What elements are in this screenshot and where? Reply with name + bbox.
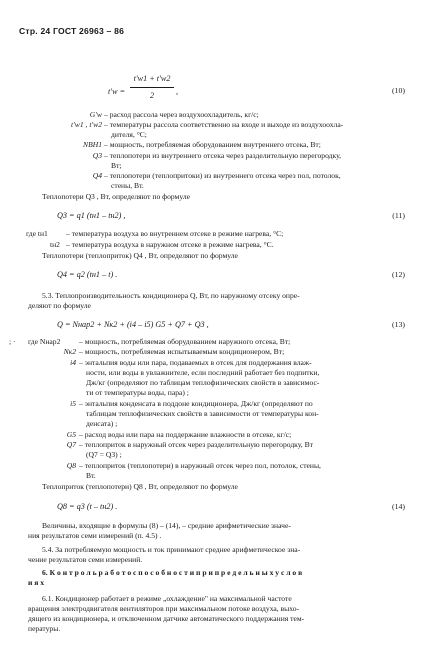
section-5-3-line2: деляют по формуле bbox=[28, 301, 91, 310]
def-symbol: где tн1 bbox=[26, 229, 48, 238]
paragraph-averages-line2: ния результатов семи измерений (п. 4.5) . bbox=[28, 531, 162, 540]
def-text: – энтальпия конденсата в поддоне кондиционера, Дж/кг (определяют по bbox=[79, 399, 313, 408]
equation-14: Q8 = q3 (t – tн2) . bbox=[57, 502, 118, 511]
eq14-number: (14) bbox=[392, 502, 405, 511]
page-header: Стр. 24 ГОСТ 26963 – 86 bbox=[19, 26, 125, 36]
eq13-number: (13) bbox=[392, 320, 405, 329]
def-symbol: Q8 bbox=[66, 461, 76, 470]
def-text: – расход рассола через воздухоохладитель, кг/с; bbox=[104, 110, 259, 119]
paragraph-q8: Теплоприток (теплопотери) Q8 , Вт, определяют по формуле bbox=[42, 482, 238, 491]
def-symbol: где Nнар2 bbox=[28, 337, 61, 346]
def-text: – теплоприток в наружный отсек через разделительную перегородку, Вт bbox=[79, 440, 313, 449]
def-text: ности, или воды в увлажнителе, если последний работает без подпитки, bbox=[86, 368, 320, 377]
def-text: – мощность, потребляемая оборудованием наружного отсека, Вт; bbox=[79, 337, 291, 346]
def-text: – температура воздуха во внутреннем отсеке в режиме нагрева, °С; bbox=[66, 229, 284, 238]
def-symbol: i4 bbox=[70, 358, 76, 367]
section-5-4-line2: чение результатов семи измерений. bbox=[28, 555, 143, 564]
section-5-3-line1: 5.3. Теплопроизводительность кондиционера Q, Вт, по наружному отсеку опре- bbox=[42, 291, 300, 300]
def-text: денсата) ; bbox=[86, 419, 118, 428]
def-text: – расход воды или пара на поддержание влажности в отсеке, кг/с; bbox=[79, 430, 292, 439]
def-symbol: Q7 bbox=[66, 440, 76, 449]
margin-mark: ; · bbox=[9, 337, 16, 346]
equation-13: Q = Nнар2 + Nк2 + (i4 – i5) G5 + Q7 + Q3 , bbox=[57, 320, 209, 329]
fraction-bar bbox=[130, 87, 174, 88]
def-symbol: Q3 bbox=[92, 151, 102, 160]
paragraph-averages-line1: Величины, входящие в формулы (8) – (14), – средние арифметические значе- bbox=[42, 521, 291, 530]
eq12-number: (12) bbox=[392, 270, 405, 279]
def-text: Вт. bbox=[86, 471, 96, 480]
section-6-1-line: 6.1. Кондиционер работает в режиме „охлаждение" на максимальной частоте bbox=[42, 594, 292, 603]
def-text: ти от температуры воды, пара) ; bbox=[86, 388, 189, 397]
def-symbol: i5 bbox=[70, 399, 76, 408]
section-6-1-line: пературы. bbox=[28, 624, 61, 633]
def-text: Дж/кг (определяют по таблицам теплофизических свойств в зависимос- bbox=[86, 378, 320, 387]
def-text: (Q7 = Q3) ; bbox=[86, 450, 122, 459]
paragraph-q4: Теплопотери (теплоприток) Q4 , Вт, определяют по формуле bbox=[42, 251, 238, 260]
section-6-1-line: вращения электродвигателя вентиляторов при максимальном потоке воздуха, выхо- bbox=[28, 604, 300, 613]
def-text: – теплоприток (теплопотери) в наружный отсек через пол, потолок, стены, bbox=[79, 461, 321, 470]
def-text: дителя, °С; bbox=[111, 130, 147, 139]
def-text: – мощность, потребляемая оборудованием внутреннего отсека, Вт; bbox=[104, 140, 321, 149]
eq10-fraction bbox=[130, 74, 174, 104]
section-6-heading-line2: и я х bbox=[28, 578, 45, 587]
def-text: – температуры рассола соответственно на входе и выходе из воздухоохла- bbox=[104, 120, 344, 129]
def-symbol: G′w bbox=[89, 110, 102, 119]
eq10-numerator: t′w1 + t′w2 bbox=[133, 74, 171, 83]
def-text: Вт; bbox=[111, 161, 122, 170]
equation-12: Q4 = q2 (tн1 – t) . bbox=[57, 270, 118, 279]
def-text: – температура воздуха в наружном отсеке в режиме нагрева, °С. bbox=[66, 240, 274, 249]
def-symbol: Nк2 bbox=[63, 347, 76, 356]
def-text: – энтальпия воды или пара, подаваемых в отсек для поддержания влаж- bbox=[79, 358, 312, 367]
section-5-4-line1: 5.4. За потребляемую мощность и ток принимают среднее арифметическое зна- bbox=[42, 545, 301, 554]
paragraph-q3: Теплопотери Q3 , Вт, определяют по формуле bbox=[42, 192, 190, 201]
def-text: – мощность, потребляемая испытываемым кондиционером, Вт; bbox=[79, 347, 285, 356]
def-symbol: G5 bbox=[66, 430, 76, 439]
eq10-tail: , bbox=[176, 87, 179, 96]
eq10-lhs: t′w = bbox=[108, 87, 126, 96]
def-text: стены, Вт. bbox=[111, 181, 144, 190]
def-symbol: tн2 bbox=[50, 240, 60, 249]
section-6-1-line: дящего из кондиционера, и отключенном датчике автоматического поддержания тем- bbox=[28, 614, 305, 623]
def-symbol: t′w1 , t′w2 bbox=[71, 120, 102, 129]
def-symbol: Q4 bbox=[92, 171, 102, 180]
def-text: – теплопотери (теплопритоки) из внутреннего отсека через пол, потолок, bbox=[104, 171, 341, 180]
def-symbol: NВН1 bbox=[83, 140, 102, 149]
equation-11: Q3 = q1 (tн1 – tн2) , bbox=[57, 211, 126, 220]
def-text: – теплопотери из внутреннего отсека через разделительную перегородку, bbox=[104, 151, 342, 160]
def-text: таблицам теплофизических свойств в зависимости от температуры кон- bbox=[86, 409, 319, 418]
eq10-number: (10) bbox=[392, 86, 405, 95]
section-6-heading-line1: 6. К о н т р о л ь р а б о т о с п о с о б н о с т и п р и п р е д е л ь н ы х у с л о в bbox=[42, 568, 303, 577]
eq11-number: (11) bbox=[392, 211, 405, 220]
eq10-denominator: 2 bbox=[149, 91, 155, 100]
